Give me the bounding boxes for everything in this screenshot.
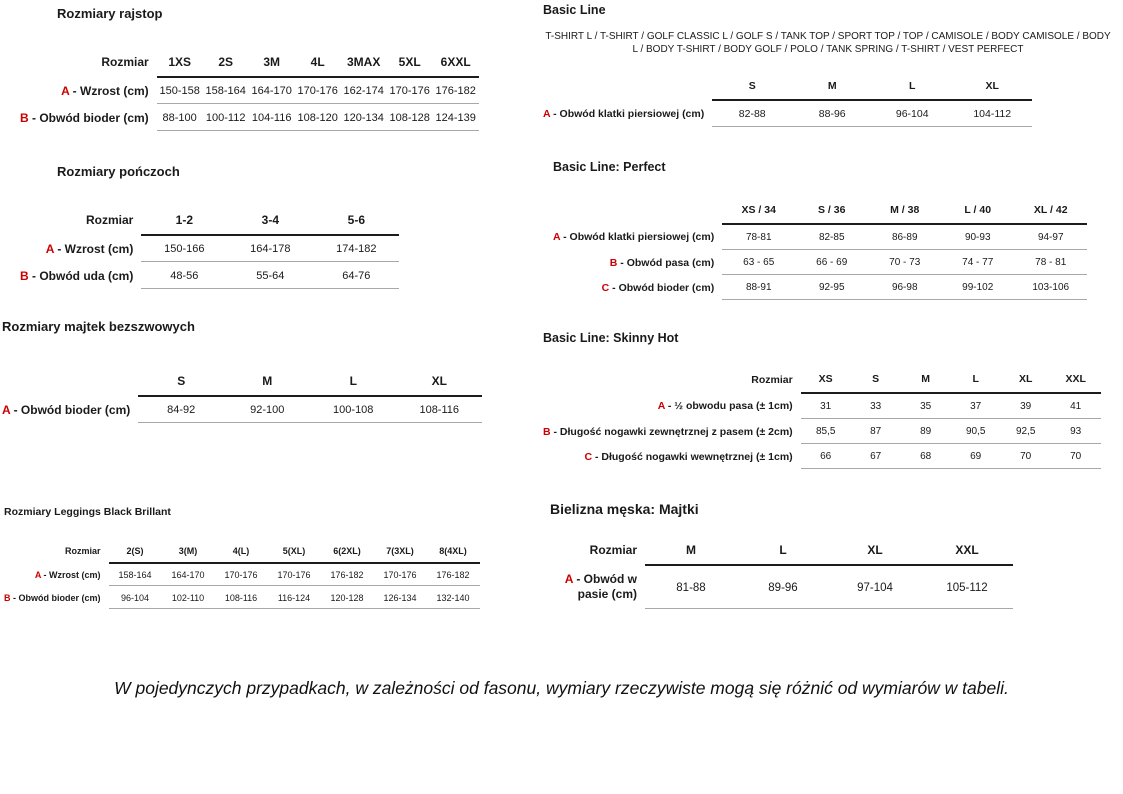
row-label: B - Obwód uda (cm) (20, 268, 134, 283)
size-value: 66 - 69 (795, 250, 868, 275)
row-label: A - Obwód klatki piersiowej (cm) (553, 231, 715, 244)
size-value: 90-93 (941, 224, 1014, 250)
size-value: 170-176 (387, 77, 433, 104)
size-table (2, 371, 482, 424)
size-value: 39 (1001, 393, 1051, 419)
ponczoch-size-table (20, 210, 399, 290)
size-value: 164-170 (162, 563, 215, 586)
column-header: 3(M) (162, 543, 215, 563)
column-header: L (951, 370, 1001, 393)
dimension-letter: A (45, 241, 54, 256)
table-row (553, 224, 1087, 250)
size-value: 108-120 (295, 104, 341, 131)
section-title-majtki: Rozmiary majtek bezszwowych (2, 319, 195, 334)
size-value: 84-92 (138, 396, 224, 423)
row-label: A - ½ obwodu pasa (± 1cm) (657, 400, 793, 413)
section-rozmiary-rajstop (20, 6, 479, 131)
bielizna-size-table (550, 540, 1013, 610)
size-value: 164-170 (249, 77, 295, 104)
size-table (20, 210, 399, 290)
majtki-size-table (2, 371, 482, 424)
size-value: 96-104 (872, 100, 952, 127)
dimension-letter: A (553, 231, 561, 244)
column-header: 3MAX (341, 52, 387, 77)
size-value: 170-176 (215, 563, 268, 586)
size-value: 158-164 (109, 563, 162, 586)
table-row (543, 393, 1101, 419)
section-title-rajstop: Rozmiary rajstop (57, 6, 163, 21)
size-value: 150-166 (141, 235, 227, 262)
size-value: 41 (1051, 393, 1101, 419)
column-header: S / 36 (795, 201, 868, 224)
column-header: 4(L) (215, 543, 268, 563)
column-header: XXL (921, 540, 1013, 565)
size-value: 90,5 (951, 419, 1001, 444)
table-row (543, 419, 1101, 444)
size-value: 74 - 77 (941, 250, 1014, 275)
row-label: B - Obwód bioder (cm) (20, 110, 149, 125)
row-label: A - Wzrost (cm) (34, 569, 101, 580)
size-value: 70 (1001, 444, 1051, 469)
size-value: 64-76 (313, 262, 399, 289)
dimension-letter: A (543, 107, 551, 120)
table-row (543, 100, 1032, 127)
size-value: 103-106 (1014, 275, 1087, 300)
column-header: 2(S) (109, 543, 162, 563)
column-header: L / 40 (941, 201, 1014, 224)
table-row (20, 104, 479, 131)
column-header: S (138, 371, 224, 396)
section-basic-line-perfect (553, 160, 1087, 300)
size-value: 176-182 (433, 77, 479, 104)
size-value: 92,5 (1001, 419, 1051, 444)
size-value: 100-112 (203, 104, 249, 131)
size-value: 102-110 (162, 586, 215, 609)
column-header: XL (396, 371, 482, 396)
size-value: 66 (801, 444, 851, 469)
size-value: 88-100 (157, 104, 203, 131)
size-table (4, 543, 480, 610)
size-value: 150-158 (157, 77, 203, 104)
size-value: 86-89 (868, 224, 941, 250)
section-title-basic-line: Basic Line (543, 3, 606, 17)
size-value: 108-116 (396, 396, 482, 423)
column-header: 8(4XL) (427, 543, 480, 563)
dimension-letter: B (20, 110, 29, 125)
dimension-letter: A (61, 83, 70, 98)
dimension-letter: A (564, 571, 573, 586)
row-label-header (543, 77, 712, 100)
column-header: 6(2XL) (321, 543, 374, 563)
table-row (20, 262, 399, 289)
size-value: 82-88 (712, 100, 792, 127)
row-label-header (2, 371, 138, 396)
size-value: 176-182 (321, 563, 374, 586)
column-header: 5-6 (313, 210, 399, 235)
row-label: C - Obwód bioder (cm) (601, 281, 715, 294)
section-basic-line (543, 3, 1113, 127)
column-header: M (645, 540, 737, 565)
disclaimer-footnote: W pojedynczych przypadkach, w zależności od fasonu, wymiary rzeczywiste mogą się różnić od wymiarów w tabeli. (114, 678, 1009, 698)
size-value: 97-104 (829, 565, 921, 609)
column-header: XL / 42 (1014, 201, 1087, 224)
section-rozmiary-ponczoch (20, 164, 399, 289)
column-header: 2S (203, 52, 249, 77)
size-value: 124-139 (433, 104, 479, 131)
column-header: M (792, 77, 872, 100)
column-header: 7(3XL) (374, 543, 427, 563)
size-value: 158-164 (203, 77, 249, 104)
column-header: 3M (249, 52, 295, 77)
header-row (20, 52, 479, 77)
column-header: 3-4 (227, 210, 313, 235)
size-value: 37 (951, 393, 1001, 419)
column-header: S (712, 77, 792, 100)
header-row (4, 543, 480, 563)
section-title-bielizna: Bielizna męska: Majtki (550, 501, 699, 517)
dimension-letter: A (2, 402, 11, 417)
row-label-header: Rozmiar (86, 213, 134, 228)
column-header: M (901, 370, 951, 393)
size-value: 170-176 (268, 563, 321, 586)
size-value: 55-64 (227, 262, 313, 289)
size-value: 93 (1051, 419, 1101, 444)
size-value: 35 (901, 393, 951, 419)
row-label: B - Obwód pasa (cm) (609, 256, 715, 269)
column-header: 4L (295, 52, 341, 77)
size-value: 126-134 (374, 586, 427, 609)
row-label-header: Rozmiar (751, 373, 793, 386)
row-label: A - Obwód bioder (cm) (2, 402, 131, 417)
dimension-letter: B (609, 256, 618, 269)
rajstop-size-table (20, 52, 479, 132)
dimension-letter: A (657, 400, 665, 413)
row-label: A - Obwód klatki piersiowej (cm) (543, 107, 705, 120)
row-label: A - Wzrost (cm) (45, 241, 134, 256)
table-row (553, 250, 1087, 275)
table-row (2, 396, 482, 423)
size-table (20, 52, 479, 132)
column-header: L (872, 77, 952, 100)
size-value: 67 (851, 444, 901, 469)
size-value: 104-112 (952, 100, 1032, 127)
basic-line-product-list: T-SHIRT L / T-SHIRT / GOLF CLASSIC L / GOLF S / TANK TOP / SPORT TOP / TOP / CAMISOLE / BODY CAMISOLE / BODY L / BODY T-SHIRT / BODY GOLF / POLO / TANK SPRING / T-SHIRT / VEST PERFECT (545, 31, 1111, 55)
column-header: S (851, 370, 901, 393)
basic-line-size-table (543, 77, 1113, 127)
leggings-size-table (4, 543, 480, 610)
size-value: 105-112 (921, 565, 1013, 609)
size-value: 170-176 (295, 77, 341, 104)
section-bielizna-meska (550, 501, 1013, 609)
section-rozmiary-majtek (2, 319, 482, 423)
column-header: XS (801, 370, 851, 393)
row-label-header: Rozmiar (101, 55, 149, 70)
size-value: 33 (851, 393, 901, 419)
size-value: 70 - 73 (868, 250, 941, 275)
dimension-letter: B (543, 425, 551, 438)
size-value: 69 (951, 444, 1001, 469)
section-title-leggings: Rozmiary Leggings Black Brillant (4, 506, 171, 518)
row-label-header (553, 201, 722, 224)
size-table (543, 370, 1101, 469)
row-label-header: Rozmiar (589, 543, 637, 558)
size-value: 116-124 (268, 586, 321, 609)
size-value: 88-91 (722, 275, 795, 300)
header-row (20, 210, 399, 235)
row-label: B - Długość nogawki zewnętrznej z pasem (± 2cm) (543, 425, 793, 438)
section-title-ponczoch: Rozmiary pończoch (57, 164, 180, 179)
size-value: 31 (801, 393, 851, 419)
size-value: 92-95 (795, 275, 868, 300)
header-row (550, 540, 1013, 565)
header-row (2, 371, 482, 396)
row-label-header: Rozmiar (64, 545, 101, 556)
table-row (4, 563, 480, 586)
size-value: 89-96 (737, 565, 829, 609)
section-title-perfect: Basic Line: Perfect (553, 160, 666, 174)
size-value: 63 - 65 (722, 250, 795, 275)
size-value: 89 (901, 419, 951, 444)
column-header: L (737, 540, 829, 565)
size-value: 104-116 (249, 104, 295, 131)
dimension-letter: C (584, 450, 593, 463)
header-row (553, 201, 1087, 224)
table-row (4, 586, 480, 609)
size-value: 82-85 (795, 224, 868, 250)
size-value: 88-96 (792, 100, 872, 127)
table-row (543, 444, 1101, 469)
column-header: XL (829, 540, 921, 565)
size-value: 87 (851, 419, 901, 444)
row-label: C - Długość nogawki wewnętrznej (± 1cm) (584, 450, 793, 463)
row-label: A - Wzrost (cm) (61, 83, 149, 98)
size-table (553, 201, 1087, 300)
column-header: XL (952, 77, 1032, 100)
size-value: 164-178 (227, 235, 313, 262)
header-row (543, 370, 1101, 393)
column-header: M (224, 371, 310, 396)
size-value: 81-88 (645, 565, 737, 609)
size-value: 48-56 (141, 262, 227, 289)
size-value: 176-182 (427, 563, 480, 586)
size-value: 120-128 (321, 586, 374, 609)
column-header: XXL (1051, 370, 1101, 393)
header-row (543, 77, 1032, 100)
table-row (20, 235, 399, 262)
row-label: B - Obwód bioder (cm) (4, 592, 101, 603)
column-header: XS / 34 (722, 201, 795, 224)
size-value: 100-108 (310, 396, 396, 423)
column-header: 5(XL) (268, 543, 321, 563)
dimension-letter: B (20, 268, 29, 283)
size-value: 108-116 (215, 586, 268, 609)
table-row (553, 275, 1087, 300)
size-value: 108-128 (387, 104, 433, 131)
row-label: A - Obwód w pasie (cm) (564, 571, 637, 602)
size-value: 92-100 (224, 396, 310, 423)
dimension-letter: A (34, 569, 41, 580)
size-value: 96-104 (109, 586, 162, 609)
section-title-skinny-hot: Basic Line: Skinny Hot (543, 331, 679, 345)
size-value: 174-182 (313, 235, 399, 262)
column-header: 6XXL (433, 52, 479, 77)
column-header: L (310, 371, 396, 396)
dimension-letter: B (4, 592, 11, 603)
size-value: 70 (1051, 444, 1101, 469)
column-header: M / 38 (868, 201, 941, 224)
size-value: 120-134 (341, 104, 387, 131)
size-value: 85,5 (801, 419, 851, 444)
section-rozmiary-leggings (4, 506, 480, 609)
column-header: XL (1001, 370, 1051, 393)
size-value: 132-140 (427, 586, 480, 609)
column-header: 1XS (157, 52, 203, 77)
section-basic-line-skinny-hot (543, 331, 1101, 469)
size-value: 162-174 (341, 77, 387, 104)
size-value: 96-98 (868, 275, 941, 300)
perfect-size-table (553, 201, 1087, 300)
table-row (20, 77, 479, 104)
size-value: 170-176 (374, 563, 427, 586)
column-header: 5XL (387, 52, 433, 77)
skinny-hot-size-table (543, 370, 1101, 469)
size-table (550, 540, 1013, 610)
size-value: 94-97 (1014, 224, 1087, 250)
size-value: 68 (901, 444, 951, 469)
size-value: 78-81 (722, 224, 795, 250)
column-header: 1-2 (141, 210, 227, 235)
size-value: 78 - 81 (1014, 250, 1087, 275)
size-value: 99-102 (941, 275, 1014, 300)
dimension-letter: C (601, 281, 610, 294)
table-row (550, 565, 1013, 609)
size-table (543, 77, 1032, 127)
